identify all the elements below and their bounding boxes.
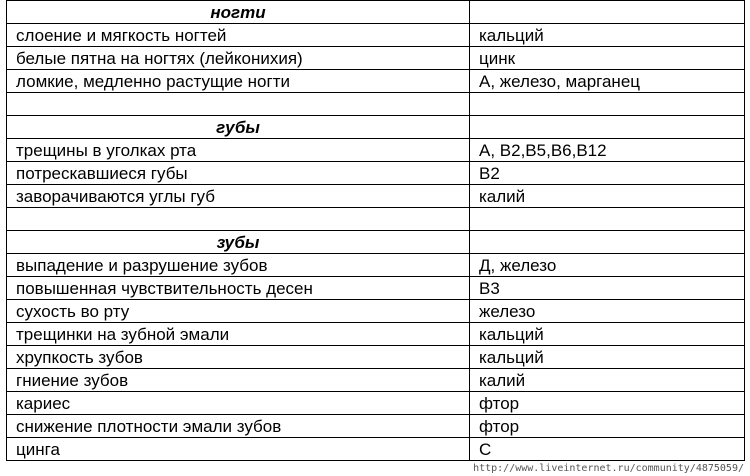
nutrient-cell: В2 <box>470 162 745 185</box>
table-row <box>7 24 745 47</box>
nutrient-cell: железо <box>470 300 745 323</box>
symptom-cell: заворачиваются углы губ <box>7 185 470 208</box>
symptom-cell: снижение плотности эмали зубов <box>7 415 470 438</box>
table-row <box>7 139 745 162</box>
symptom-cell: кариес <box>7 392 470 415</box>
nutrient-cell: фтор <box>470 392 745 415</box>
table-row <box>7 47 745 70</box>
symptom-cell: слоение и мягкость ногтей <box>7 24 470 47</box>
nutrient-cell: фтор <box>470 415 745 438</box>
nutrient-cell: цинк <box>470 47 745 70</box>
symptom-cell: трещины в уголках рта <box>7 139 470 162</box>
blank-row <box>7 208 745 231</box>
table-row <box>7 254 745 277</box>
symptom-cell: белые пятна на ногтях (лейконихия) <box>7 47 470 70</box>
table-row <box>7 277 745 300</box>
symptom-nutrient-table <box>6 0 745 461</box>
watermark-url: http://www.liveinternet.ru/community/4875059/ <box>473 463 744 474</box>
section-title: ногти <box>7 1 470 24</box>
section-header-teeth <box>7 231 745 254</box>
nutrient-cell: кальций <box>470 346 745 369</box>
nutrient-cell: С <box>470 438 745 461</box>
nutrient-cell: А, В2,В5,В6,В12 <box>470 139 745 162</box>
symptom-cell: ломкие, медленно растущие ногти <box>7 70 470 93</box>
table-row <box>7 346 745 369</box>
symptom-cell: цинга <box>7 438 470 461</box>
symptom-cell: повышенная чувствительность десен <box>7 277 470 300</box>
symptom-cell: потрескавшиеся губы <box>7 162 470 185</box>
table-row <box>7 392 745 415</box>
section-header-nails <box>7 1 745 24</box>
symptom-cell: сухость во рту <box>7 300 470 323</box>
table-row <box>7 369 745 392</box>
symptom-cell: выпадение и разрушение зубов <box>7 254 470 277</box>
symptom-cell: хрупкость зубов <box>7 346 470 369</box>
table-row <box>7 300 745 323</box>
symptom-cell: трещинки на зубной эмали <box>7 323 470 346</box>
nutrient-cell: Д, железо <box>470 254 745 277</box>
table-row <box>7 415 745 438</box>
nutrient-cell: калий <box>470 185 745 208</box>
section-title: зубы <box>7 231 470 254</box>
table-row <box>7 70 745 93</box>
table-row <box>7 438 745 461</box>
table-row <box>7 323 745 346</box>
nutrient-cell: кальций <box>470 323 745 346</box>
nutrient-cell: А, железо, марганец <box>470 70 745 93</box>
nutrient-cell: калий <box>470 369 745 392</box>
nutrient-cell: кальций <box>470 24 745 47</box>
nutrient-cell: В3 <box>470 277 745 300</box>
blank-row <box>7 93 745 116</box>
section-title: губы <box>7 116 470 139</box>
section-header-lips <box>7 116 745 139</box>
table-row <box>7 185 745 208</box>
table-row <box>7 162 745 185</box>
symptom-cell: гниение зубов <box>7 369 470 392</box>
